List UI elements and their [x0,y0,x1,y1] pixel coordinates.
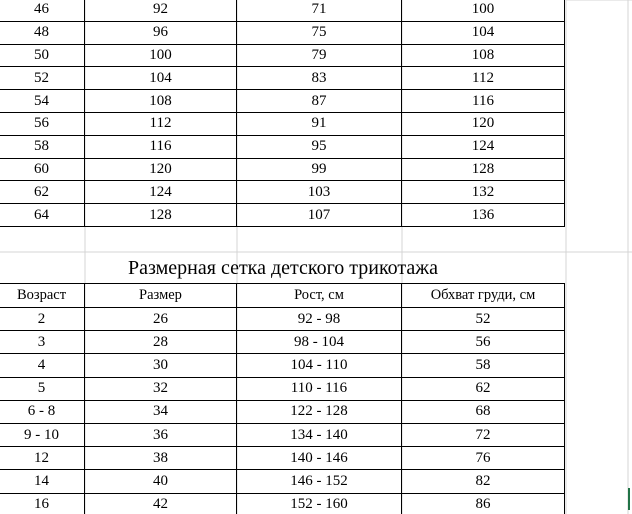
table-row [0,423,565,446]
size-table-top [0,0,565,227]
table-cell[interactable]: 72 [402,423,565,446]
table-cell[interactable]: 152 - 160 [237,493,402,514]
table-cell[interactable]: 68 [402,400,565,423]
table-cell[interactable]: 6 - 8 [0,400,85,423]
table-cell[interactable]: 120 [402,112,565,135]
table-cell[interactable]: 120 [85,158,237,181]
table-cell[interactable]: 30 [85,354,237,377]
table-cell[interactable]: 48 [0,21,85,44]
table-cell[interactable]: 16 [0,493,85,514]
kids-knitwear-size-table [0,283,565,514]
header-chest[interactable]: Обхват груди, см [402,284,565,308]
table-cell[interactable]: 58 [402,354,565,377]
table-row [0,112,565,135]
table-cell[interactable]: 95 [237,135,402,158]
table-cell[interactable]: 140 - 146 [237,447,402,470]
header-size[interactable]: Размер [85,284,237,308]
table-row [0,308,565,331]
table-cell[interactable]: 40 [85,470,237,493]
table-row [0,21,565,44]
table-cell[interactable]: 12 [0,447,85,470]
table-row [0,44,565,67]
table-cell[interactable]: 32 [85,377,237,400]
table-cell[interactable]: 108 [402,44,565,67]
table-cell[interactable]: 107 [237,204,402,227]
table-cell[interactable]: 87 [237,90,402,113]
table-cell[interactable]: 71 [237,0,402,21]
table-cell[interactable]: 56 [0,112,85,135]
table-cell[interactable]: 100 [85,44,237,67]
table-row [0,135,565,158]
table-row [0,90,565,113]
table-cell[interactable]: 104 [85,67,237,90]
table-cell[interactable]: 124 [85,181,237,204]
table-cell[interactable]: 146 - 152 [237,470,402,493]
table-cell[interactable]: 86 [402,493,565,514]
table-cell[interactable]: 50 [0,44,85,67]
table-cell[interactable]: 52 [0,67,85,90]
table-cell[interactable]: 52 [402,308,565,331]
table-row [0,447,565,470]
table-row [0,0,565,21]
table-cell[interactable]: 62 [402,377,565,400]
table-cell[interactable]: 3 [0,331,85,354]
table-cell[interactable]: 82 [402,470,565,493]
table-cell[interactable]: 83 [237,67,402,90]
table-cell[interactable]: 122 - 128 [237,400,402,423]
table-cell[interactable]: 14 [0,470,85,493]
table-row [0,400,565,423]
table-row [0,377,565,400]
table-cell[interactable]: 100 [402,0,565,21]
table-row [0,158,565,181]
table-row [0,67,565,90]
table-cell[interactable]: 64 [0,204,85,227]
table-cell[interactable]: 112 [402,67,565,90]
table-cell[interactable]: 134 - 140 [237,423,402,446]
table-cell[interactable]: 104 - 110 [237,354,402,377]
table-cell[interactable]: 9 - 10 [0,423,85,446]
header-height[interactable]: Рост, см [237,284,402,308]
table-cell[interactable]: 92 - 98 [237,308,402,331]
table-row [0,181,565,204]
table-cell[interactable]: 76 [402,447,565,470]
table-row [0,470,565,493]
table-cell[interactable]: 124 [402,135,565,158]
table-cell[interactable]: 38 [85,447,237,470]
table-cell[interactable]: 5 [0,377,85,400]
table-cell[interactable]: 128 [85,204,237,227]
table-cell[interactable]: 116 [402,90,565,113]
table-cell[interactable]: 136 [402,204,565,227]
header-row [0,284,565,308]
table-cell[interactable]: 56 [402,331,565,354]
selection-edge[interactable] [628,488,630,510]
header-age[interactable]: Возраст [0,284,85,308]
table-cell[interactable]: 36 [85,423,237,446]
table-cell[interactable]: 2 [0,308,85,331]
table-cell[interactable]: 91 [237,112,402,135]
table-cell[interactable]: 34 [85,400,237,423]
table-cell[interactable]: 103 [237,181,402,204]
table-cell[interactable]: 4 [0,354,85,377]
table-cell[interactable]: 128 [402,158,565,181]
table-cell[interactable]: 98 - 104 [237,331,402,354]
table-cell[interactable]: 79 [237,44,402,67]
table-cell[interactable]: 46 [0,0,85,21]
table-cell[interactable]: 26 [85,308,237,331]
table-cell[interactable]: 42 [85,493,237,514]
table-title[interactable]: Размерная сетка детского трикотажа [128,257,438,279]
table-cell[interactable]: 54 [0,90,85,113]
table-cell[interactable]: 75 [237,21,402,44]
table-cell[interactable]: 132 [402,181,565,204]
table-cell[interactable]: 60 [0,158,85,181]
table-cell[interactable]: 58 [0,135,85,158]
table-cell[interactable]: 62 [0,181,85,204]
table-cell[interactable]: 104 [402,21,565,44]
table-cell[interactable]: 96 [85,21,237,44]
table-cell[interactable]: 92 [85,0,237,21]
table-cell[interactable]: 108 [85,90,237,113]
table-cell[interactable]: 116 [85,135,237,158]
table-row [0,331,565,354]
table-cell[interactable]: 112 [85,112,237,135]
table-row [0,204,565,227]
table-row [0,493,565,514]
table-cell[interactable]: 99 [237,158,402,181]
table-row [0,354,565,377]
table-cell[interactable]: 28 [85,331,237,354]
table-cell[interactable]: 110 - 116 [237,377,402,400]
